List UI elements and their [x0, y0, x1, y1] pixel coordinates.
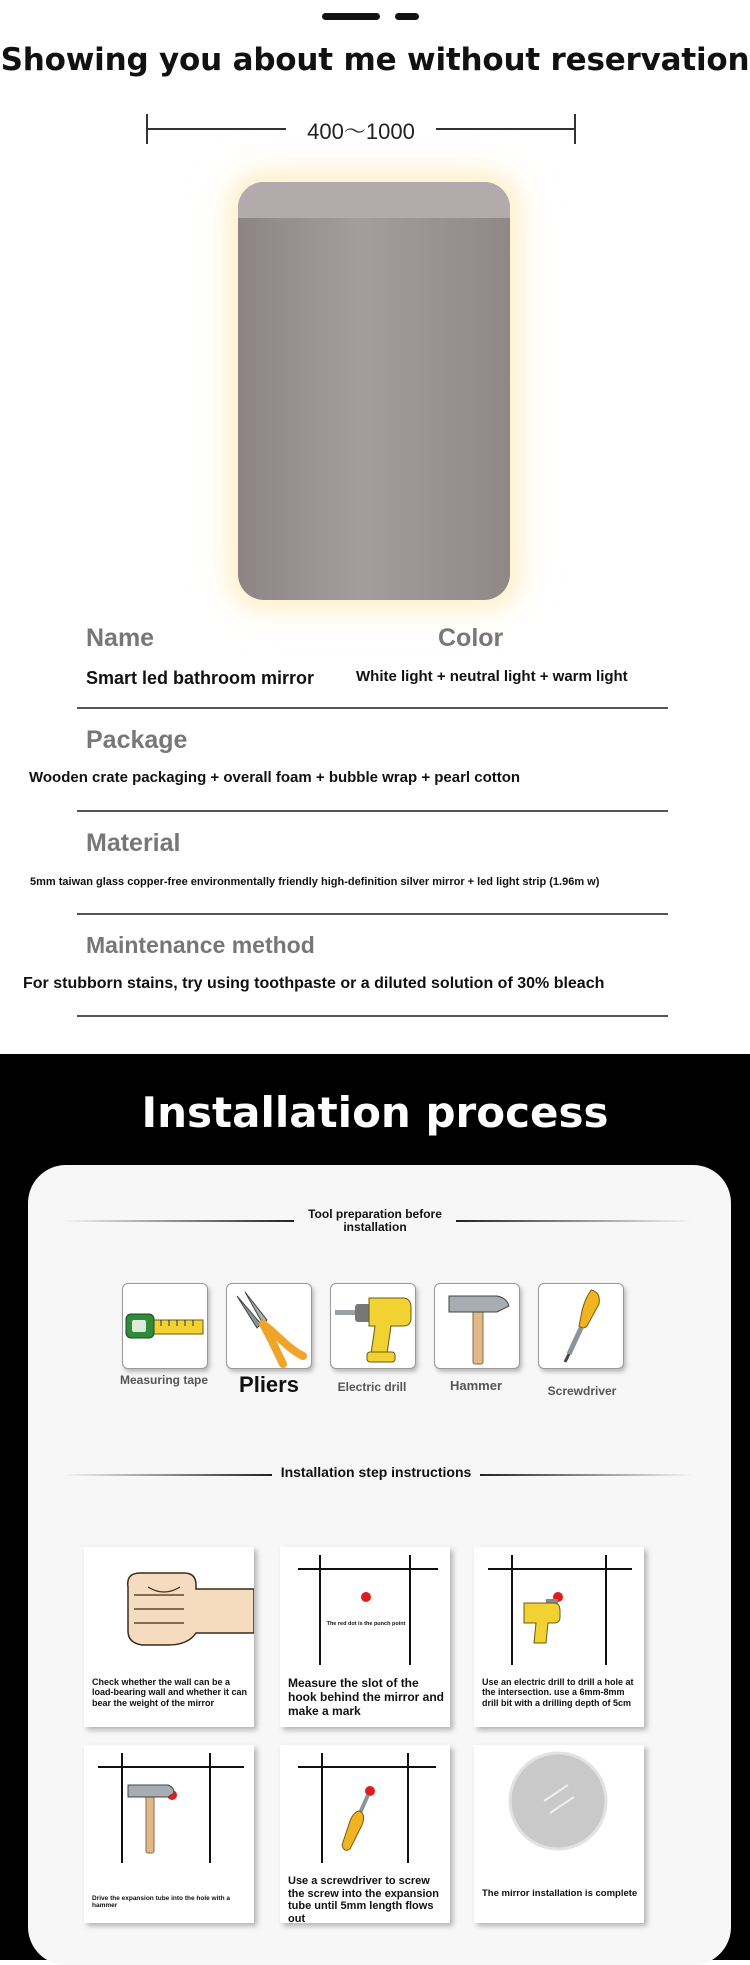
material-label: Material	[86, 829, 181, 857]
page-indicator-dot	[395, 13, 419, 20]
spec-divider	[77, 1015, 668, 1017]
package-label: Package	[86, 726, 188, 754]
step-card-2	[280, 1547, 450, 1727]
maintenance-value: For stubborn stains, try using toothpaste or a diluted solution of 30% bleach	[23, 975, 605, 992]
tool-label-screwdriver: Screwdriver	[547, 1384, 617, 1398]
tool-label-hammer: Hammer	[449, 1378, 503, 1393]
name-label: Name	[86, 624, 155, 652]
wall-mark-diagram	[280, 1547, 450, 1669]
step-card-5	[280, 1745, 450, 1923]
step-card-6	[474, 1745, 644, 1923]
installation-title: Installation process	[141, 1088, 609, 1137]
tool-label-pliers: Pliers	[239, 1372, 299, 1397]
round-mirror-icon	[474, 1745, 644, 1867]
pliers-icon	[227, 1284, 311, 1368]
step-1-caption: Check whether the wall can be a load-bearing wall and whether it can bear the weight of the mirror	[92, 1677, 248, 1708]
measuring-tape-icon	[123, 1284, 207, 1368]
tool-label-measuring-tape: Measuring tape	[119, 1373, 209, 1387]
tools-title-line2: installation	[343, 1220, 407, 1234]
screwdriver-diagram	[280, 1745, 450, 1867]
hammer-icon	[435, 1284, 519, 1368]
step-5-image	[280, 1745, 450, 1867]
tools-divider-left	[62, 1220, 294, 1222]
tool-screwdriver	[538, 1283, 624, 1369]
tool-label-electric-drill: Electric drill	[337, 1380, 407, 1394]
step-1-image	[84, 1547, 254, 1669]
punch-point-marker	[361, 1592, 371, 1602]
spec-divider	[77, 810, 668, 812]
hammer-expansion-diagram	[84, 1745, 254, 1867]
mirror-top-band	[238, 182, 510, 218]
dimension-line-right	[436, 128, 574, 130]
step-card-1	[84, 1547, 254, 1727]
dimension-text: 400〜1000	[307, 119, 415, 144]
dimension-tick-right	[574, 114, 576, 144]
steps-title: Installation step instructions	[280, 1464, 472, 1480]
color-label: Color	[438, 624, 504, 652]
step-2-note: The red dot is the punch point	[326, 1621, 406, 1627]
tool-pliers	[226, 1283, 312, 1369]
name-value: Smart led bathroom mirror	[86, 668, 315, 688]
maintenance-label: Maintenance method	[86, 932, 315, 958]
screwdriver-icon	[539, 1284, 623, 1368]
step-4-image	[84, 1745, 254, 1867]
package-value: Wooden crate packaging + overall foam + bubble wrap + pearl cotton	[29, 769, 521, 786]
drill-hole-diagram	[474, 1547, 644, 1669]
electric-drill-icon	[331, 1284, 415, 1368]
step-4-caption: Drive the expansion tube into the hole with a hammer	[92, 1895, 230, 1910]
dimension-marker	[146, 114, 576, 144]
step-3-caption: Use an electric drill to drill a hole at the intersection. use a 6mm-8mm drill bit with a drilling depth of 5cm	[482, 1677, 634, 1708]
page-indicator-bar	[322, 13, 380, 20]
spec-divider	[77, 913, 668, 915]
steps-divider-left	[62, 1474, 272, 1476]
step-6-image	[474, 1745, 644, 1867]
step-card-3	[474, 1547, 644, 1727]
fist-icon	[84, 1547, 254, 1669]
tools-divider-right	[456, 1220, 693, 1222]
step-2-image	[280, 1547, 450, 1669]
tools-title	[290, 1208, 460, 1234]
color-value: White light + neutral light + warm light	[356, 668, 628, 685]
step-6-caption: The mirror installation is complete	[482, 1888, 638, 1899]
spec-divider	[77, 707, 668, 709]
hero-title: Showing you about me without reservation	[0, 42, 750, 78]
tools-title-line1: Tool preparation before	[308, 1207, 442, 1221]
tool-measuring-tape	[122, 1283, 208, 1369]
step-card-4	[84, 1745, 254, 1923]
tool-electric-drill	[330, 1283, 416, 1369]
step-2-caption: Measure the slot of the hook behind the mirror and make a mark	[288, 1676, 445, 1718]
step-3-image	[474, 1547, 644, 1669]
material-value: 5mm taiwan glass copper-free environmentally friendly high-definition silver mirror + led light strip (1.96m w)	[30, 876, 600, 888]
mirror-image	[238, 182, 510, 600]
step-5-caption: Use a screwdriver to screw the screw into the expansion tube until 5mm length flows out	[288, 1875, 439, 1925]
tool-hammer	[434, 1283, 520, 1369]
steps-divider-right	[480, 1474, 693, 1476]
